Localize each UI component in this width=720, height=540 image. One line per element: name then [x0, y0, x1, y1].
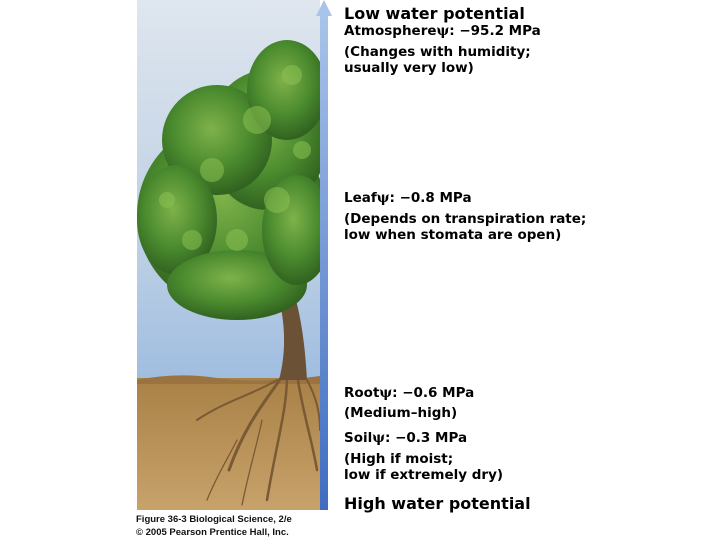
caption-line1: Figure 36-3 Biological Science, 2/e — [136, 514, 292, 525]
soil-note-line1: (High if moist; — [344, 451, 454, 467]
root-label — [344, 385, 474, 401]
leaf-note-line1: (Depends on transpiration rate; — [344, 211, 587, 227]
leaf-label — [344, 190, 472, 206]
root-note — [344, 405, 457, 421]
atmosphere-label — [344, 23, 541, 39]
caption-line2: © 2005 Pearson Prentice Hall, Inc. — [136, 526, 289, 538]
high-water-potential-label — [344, 494, 531, 514]
arrow-bottom-text: High water potential — [344, 494, 531, 513]
arrow-shaft — [320, 15, 328, 510]
figure-caption — [136, 514, 292, 540]
soil-value: : −0.3 MPa — [384, 430, 468, 446]
arrow-head — [316, 0, 332, 16]
arrow-top-text: Low water potential — [344, 4, 525, 23]
psi-symbol: ψ — [436, 23, 450, 39]
atmosphere-name: Atmosphere — [344, 23, 437, 39]
leaf-note-line2: low when stomata are open) — [344, 227, 562, 244]
atmosphere-note-line2: usually very low) — [344, 60, 474, 77]
psi-symbol: ψ — [379, 385, 393, 401]
psi-symbol: ψ — [372, 430, 385, 446]
soil-name: Soil — [344, 430, 373, 446]
root-name: Root — [344, 385, 380, 401]
soil-layer — [137, 375, 320, 510]
atmosphere-note — [344, 44, 531, 77]
tree-illustration — [137, 0, 320, 510]
root-value: : −0.6 MPa — [392, 385, 475, 401]
low-water-potential-label — [344, 4, 525, 24]
soil-label — [344, 430, 467, 446]
soil-note — [344, 451, 503, 484]
leaf-note — [344, 211, 586, 244]
psi-symbol: ψ — [376, 190, 390, 206]
atmosphere-note-line1: (Changes with humidity; — [344, 44, 531, 60]
atmosphere-value: : −95.2 MPa — [449, 23, 541, 39]
leaf-name: Leaf — [344, 190, 377, 206]
root-note-line1: (Medium–high) — [344, 405, 458, 421]
soil-note-line2: low if extremely dry) — [344, 467, 504, 484]
leaf-value: : −0.8 MPa — [389, 190, 472, 206]
water-potential-arrow — [316, 0, 332, 510]
